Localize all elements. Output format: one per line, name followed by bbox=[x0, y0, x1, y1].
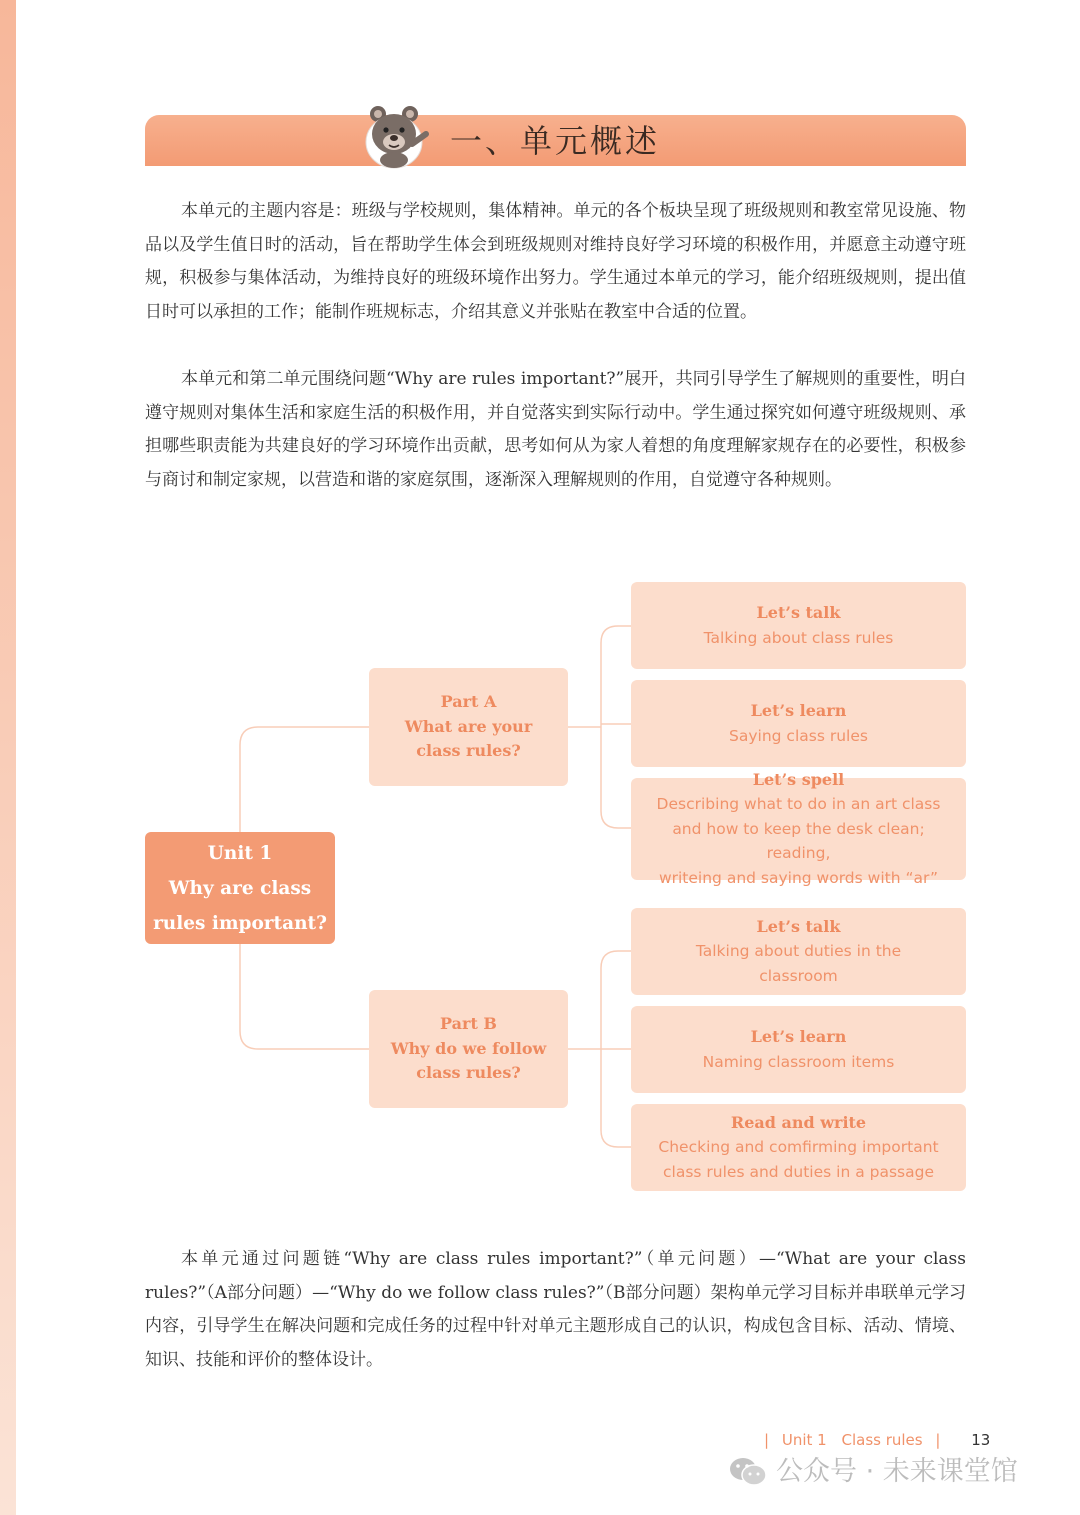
footer-divider: | bbox=[764, 1431, 770, 1449]
unit-question-line-2: rules important? bbox=[153, 912, 327, 934]
activity-node-b-learn bbox=[631, 1006, 966, 1093]
activity-node-a-talk bbox=[631, 582, 966, 669]
overview-paragraph-1: 本单元的主题内容是：班级与学校规则，集体精神。单元的各个板块呈现了班级规则和教室常见设施、物品以及学生值日时的活动，旨在帮助学生体会到班级规则对维持良好学习环境的积极作用，并愿意主动遵守班规，积极参与集体活动，为维持良好的班级环境作出努力。学生通过本单元的学习，能介绍班级规则，提出值日时可以承担的工作；能制作班规标志，介绍其意义并张贴在教室中合适的位置。 bbox=[145, 201, 966, 322]
activity-title: Let’s spell bbox=[752, 769, 845, 789]
watermark bbox=[728, 1454, 1018, 1490]
page-number: 13 bbox=[971, 1431, 991, 1449]
part-a-node bbox=[369, 668, 568, 786]
part-b-node bbox=[369, 990, 568, 1108]
activity-node-a-spell bbox=[631, 769, 966, 887]
activity-description: Checking and comfirming important bbox=[658, 1138, 939, 1157]
unit-label: Unit 1 bbox=[207, 842, 273, 864]
activity-description: Naming classroom items bbox=[702, 1052, 895, 1071]
page-footer bbox=[756, 1428, 990, 1452]
activity-description: Talking about duties in the bbox=[695, 942, 902, 961]
footer-unit-title: Class rules bbox=[841, 1431, 923, 1449]
part-a-question-line-2: class rules? bbox=[416, 741, 521, 761]
activity-description: writeing and saying words with “ar” bbox=[658, 868, 939, 887]
part-a-label: Part A bbox=[440, 692, 497, 712]
activity-description: and how to keep the desk clean; reading, bbox=[672, 819, 925, 863]
part-b-question-line-1: Why do we follow bbox=[390, 1038, 547, 1058]
section-title: 一、单元概述 bbox=[450, 122, 661, 160]
activity-description: classroom bbox=[759, 966, 838, 985]
activity-description: Saying class rules bbox=[729, 726, 868, 745]
activity-node-a-learn bbox=[631, 680, 966, 767]
activity-node-b-read-write bbox=[631, 1104, 966, 1191]
activity-description: Talking about class rules bbox=[703, 628, 894, 647]
activity-node-b-talk bbox=[631, 908, 966, 995]
unit-question-line-1: Why are class bbox=[168, 877, 312, 899]
question-chain-paragraph: 本单元通过问题链“Why are class rules important?”（单元问题）—“What are your class rules?”（A部分问题）—“Why do we follow class rules?”（B部分问题）架构单元学习目标并串联单元学习内容，引导学生在解决问题和完成任务的过程中针对单元主题形成自己的认识，构成包含目标、活动、情境、知识、技能和评价的整体设计。 bbox=[145, 1249, 966, 1370]
unit-question-node bbox=[145, 832, 335, 944]
overview-paragraph-2: 本单元和第二单元围绕问题“Why are rules important?”展开，共同引导学生了解规则的重要性，明白遵守规则对集体生活和家庭生活的积极作用，并自觉落实到实际行动中。学生通过探究如何遵守班级规则、承担哪些职责能为共建良好的学习环境作出贡献，思考如何从为家人着想的角度理解家规存在的必要性，积极参与商讨和制定家规，以营造和谐的家庭氛围，逐渐深入理解规则的作用，自觉遵守各种规则。 bbox=[145, 369, 966, 490]
activity-title: Let’s talk bbox=[756, 603, 841, 622]
activity-description: class rules and duties in a passage bbox=[663, 1162, 934, 1181]
part-b-question-line-2: class rules? bbox=[416, 1063, 521, 1083]
watermark-text: 公众号 · 未来课堂馆 bbox=[776, 1456, 1018, 1487]
activity-title: Read and write bbox=[730, 1112, 867, 1132]
bear-mascot-icon bbox=[360, 100, 430, 170]
left-edge-stripe bbox=[0, 0, 16, 1515]
wechat-icon bbox=[728, 1456, 768, 1488]
part-b-label: Part B bbox=[440, 1014, 497, 1034]
activity-title: Let’s learn bbox=[750, 1027, 847, 1046]
activity-title: Let’s learn bbox=[750, 701, 847, 720]
footer-divider: | bbox=[935, 1431, 941, 1449]
activity-title: Let’s talk bbox=[756, 916, 841, 936]
footer-unit: Unit 1 bbox=[781, 1431, 827, 1449]
part-a-question-line-1: What are your bbox=[404, 716, 533, 736]
activity-description: Describing what to do in an art class bbox=[656, 795, 941, 814]
